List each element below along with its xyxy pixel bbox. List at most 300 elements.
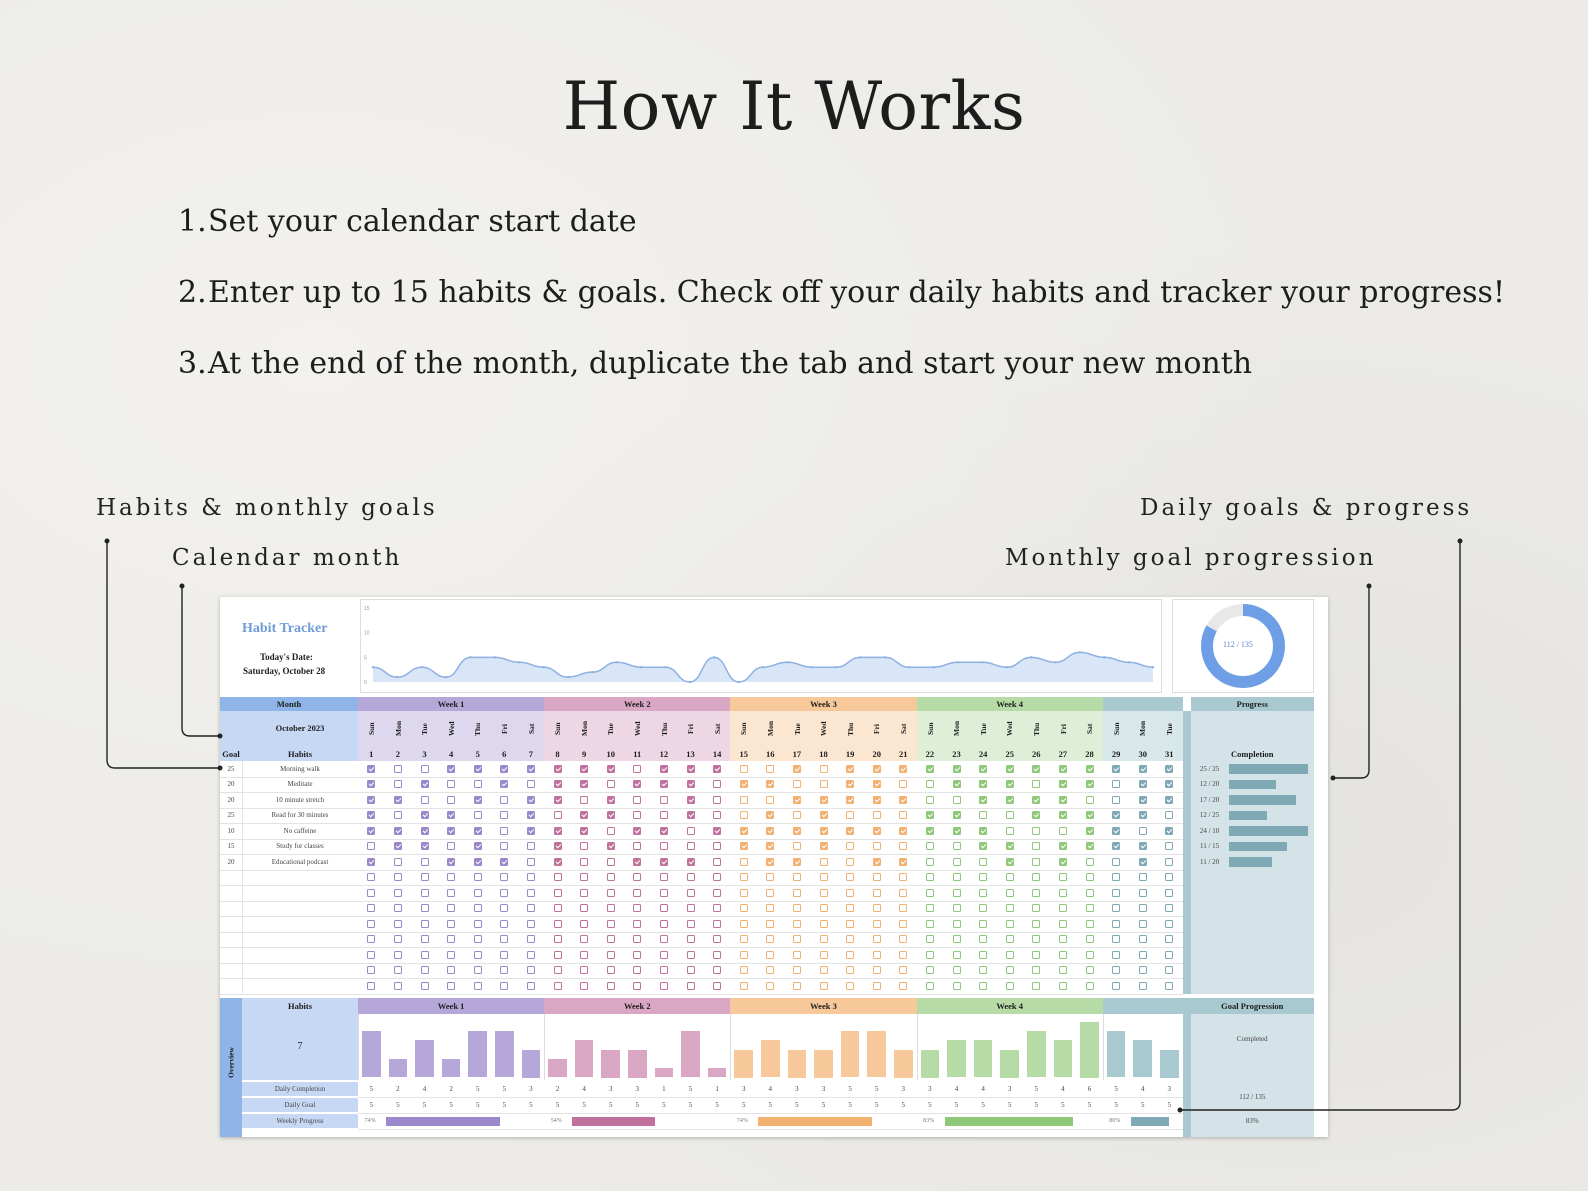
habit-checkbox[interactable] — [953, 811, 961, 819]
habit-checkbox[interactable] — [1086, 982, 1094, 990]
habit-checkbox[interactable] — [979, 796, 987, 804]
habit-checkbox[interactable] — [660, 966, 668, 974]
habit-checkbox[interactable] — [447, 796, 455, 804]
habit-checkbox[interactable] — [500, 811, 508, 819]
habit-checkbox[interactable] — [1086, 780, 1094, 788]
habit-checkbox[interactable] — [687, 982, 695, 990]
habit-checkbox[interactable] — [899, 842, 907, 850]
habit-checkbox[interactable] — [793, 765, 801, 773]
habit-checkbox[interactable] — [1139, 796, 1147, 804]
habit-checkbox[interactable] — [500, 920, 508, 928]
habit-checkbox[interactable] — [1059, 858, 1067, 866]
habit-checkbox[interactable] — [953, 873, 961, 881]
habit-checkbox[interactable] — [873, 811, 881, 819]
habit-checkbox[interactable] — [394, 951, 402, 959]
habit-checkbox[interactable] — [846, 889, 854, 897]
habit-checkbox[interactable] — [1139, 935, 1147, 943]
habit-checkbox[interactable] — [687, 920, 695, 928]
habit-checkbox[interactable] — [633, 842, 641, 850]
habit-checkbox[interactable] — [1165, 796, 1173, 804]
habit-checkbox[interactable] — [1032, 873, 1040, 881]
habit-checkbox[interactable] — [766, 982, 774, 990]
habit-checkbox[interactable] — [1165, 966, 1173, 974]
habit-checkbox[interactable] — [979, 920, 987, 928]
habit-checkbox[interactable] — [979, 827, 987, 835]
habit-checkbox[interactable] — [979, 780, 987, 788]
habit-checkbox[interactable] — [846, 873, 854, 881]
habit-checkbox[interactable] — [873, 951, 881, 959]
habit-checkbox[interactable] — [687, 827, 695, 835]
habit-checkbox[interactable] — [713, 780, 721, 788]
habit-checkbox[interactable] — [979, 982, 987, 990]
habit-checkbox[interactable] — [660, 765, 668, 773]
habit-checkbox[interactable] — [766, 811, 774, 819]
habit-checkbox[interactable] — [474, 904, 482, 912]
habit-checkbox[interactable] — [979, 873, 987, 881]
habit-checkbox[interactable] — [474, 920, 482, 928]
habit-checkbox[interactable] — [500, 780, 508, 788]
habit-checkbox[interactable] — [421, 796, 429, 804]
habit-checkbox[interactable] — [580, 982, 588, 990]
habit-checkbox[interactable] — [474, 966, 482, 974]
habit-checkbox[interactable] — [367, 780, 375, 788]
habit-checkbox[interactable] — [899, 796, 907, 804]
habit-checkbox[interactable] — [926, 765, 934, 773]
habit-checkbox[interactable] — [394, 889, 402, 897]
habit-checkbox[interactable] — [580, 842, 588, 850]
habit-checkbox[interactable] — [846, 765, 854, 773]
habit-checkbox[interactable] — [1006, 904, 1014, 912]
habit-checkbox[interactable] — [367, 811, 375, 819]
habit-checkbox[interactable] — [873, 935, 881, 943]
habit-checkbox[interactable] — [713, 951, 721, 959]
habit-checkbox[interactable] — [873, 920, 881, 928]
habit-checkbox[interactable] — [607, 889, 615, 897]
habit-checkbox[interactable] — [953, 951, 961, 959]
habit-checkbox[interactable] — [873, 796, 881, 804]
habit-checkbox[interactable] — [953, 889, 961, 897]
habit-checkbox[interactable] — [447, 780, 455, 788]
habit-checkbox[interactable] — [1165, 858, 1173, 866]
habit-checkbox[interactable] — [1006, 765, 1014, 773]
habit-checkbox[interactable] — [421, 904, 429, 912]
habit-checkbox[interactable] — [1032, 858, 1040, 866]
habit-checkbox[interactable] — [554, 811, 562, 819]
habit-checkbox[interactable] — [899, 935, 907, 943]
habit-checkbox[interactable] — [633, 982, 641, 990]
habit-checkbox[interactable] — [1165, 811, 1173, 819]
habit-checkbox[interactable] — [1112, 796, 1120, 804]
habit-checkbox[interactable] — [447, 842, 455, 850]
habit-checkbox[interactable] — [1139, 858, 1147, 866]
habit-checkbox[interactable] — [899, 920, 907, 928]
habit-checkbox[interactable] — [713, 982, 721, 990]
habit-checkbox[interactable] — [500, 935, 508, 943]
habit-checkbox[interactable] — [1006, 889, 1014, 897]
habit-checkbox[interactable] — [394, 920, 402, 928]
habit-checkbox[interactable] — [1032, 842, 1040, 850]
habit-checkbox[interactable] — [926, 811, 934, 819]
habit-checkbox[interactable] — [1006, 858, 1014, 866]
habit-checkbox[interactable] — [447, 811, 455, 819]
habit-checkbox[interactable] — [527, 982, 535, 990]
habit-checkbox[interactable] — [554, 765, 562, 773]
habit-checkbox[interactable] — [554, 780, 562, 788]
habit-checkbox[interactable] — [1059, 982, 1067, 990]
habit-checkbox[interactable] — [1165, 842, 1173, 850]
habit-checkbox[interactable] — [421, 811, 429, 819]
habit-checkbox[interactable] — [899, 951, 907, 959]
habit-checkbox[interactable] — [554, 873, 562, 881]
habit-checkbox[interactable] — [1139, 889, 1147, 897]
habit-checkbox[interactable] — [500, 904, 508, 912]
habit-checkbox[interactable] — [394, 873, 402, 881]
habit-checkbox[interactable] — [687, 904, 695, 912]
habit-checkbox[interactable] — [580, 811, 588, 819]
habit-checkbox[interactable] — [447, 873, 455, 881]
habit-checkbox[interactable] — [607, 873, 615, 881]
habit-checkbox[interactable] — [979, 935, 987, 943]
habit-checkbox[interactable] — [846, 796, 854, 804]
habit-checkbox[interactable] — [820, 780, 828, 788]
habit-checkbox[interactable] — [899, 765, 907, 773]
habit-checkbox[interactable] — [873, 889, 881, 897]
habit-checkbox[interactable] — [660, 873, 668, 881]
habit-checkbox[interactable] — [474, 780, 482, 788]
habit-checkbox[interactable] — [527, 796, 535, 804]
habit-checkbox[interactable] — [953, 966, 961, 974]
habit-checkbox[interactable] — [1006, 982, 1014, 990]
habit-checkbox[interactable] — [527, 780, 535, 788]
habit-checkbox[interactable] — [660, 920, 668, 928]
habit-checkbox[interactable] — [740, 811, 748, 819]
habit-checkbox[interactable] — [554, 935, 562, 943]
habit-checkbox[interactable] — [1139, 873, 1147, 881]
habit-checkbox[interactable] — [820, 904, 828, 912]
habit-checkbox[interactable] — [527, 889, 535, 897]
habit-checkbox[interactable] — [607, 780, 615, 788]
habit-checkbox[interactable] — [1086, 951, 1094, 959]
habit-checkbox[interactable] — [633, 920, 641, 928]
habit-checkbox[interactable] — [1165, 920, 1173, 928]
habit-checkbox[interactable] — [660, 827, 668, 835]
habit-checkbox[interactable] — [1112, 873, 1120, 881]
habit-checkbox[interactable] — [527, 951, 535, 959]
habit-checkbox[interactable] — [846, 827, 854, 835]
habit-checkbox[interactable] — [607, 982, 615, 990]
habit-checkbox[interactable] — [766, 904, 774, 912]
habit-checkbox[interactable] — [766, 935, 774, 943]
habit-checkbox[interactable] — [713, 796, 721, 804]
habit-checkbox[interactable] — [740, 827, 748, 835]
habit-checkbox[interactable] — [926, 827, 934, 835]
habit-checkbox[interactable] — [926, 920, 934, 928]
habit-checkbox[interactable] — [1006, 935, 1014, 943]
habit-checkbox[interactable] — [1139, 951, 1147, 959]
habit-checkbox[interactable] — [1112, 920, 1120, 928]
habit-checkbox[interactable] — [660, 951, 668, 959]
habit-checkbox[interactable] — [1112, 966, 1120, 974]
habit-checkbox[interactable] — [820, 858, 828, 866]
habit-checkbox[interactable] — [394, 780, 402, 788]
habit-checkbox[interactable] — [713, 873, 721, 881]
habit-checkbox[interactable] — [687, 935, 695, 943]
habit-checkbox[interactable] — [1112, 935, 1120, 943]
habit-checkbox[interactable] — [500, 982, 508, 990]
habit-checkbox[interactable] — [1059, 780, 1067, 788]
habit-checkbox[interactable] — [421, 827, 429, 835]
habit-checkbox[interactable] — [633, 780, 641, 788]
habit-checkbox[interactable] — [421, 858, 429, 866]
habit-checkbox[interactable] — [926, 858, 934, 866]
habit-checkbox[interactable] — [740, 951, 748, 959]
habit-checkbox[interactable] — [873, 780, 881, 788]
habit-checkbox[interactable] — [979, 904, 987, 912]
habit-checkbox[interactable] — [793, 966, 801, 974]
habit-checkbox[interactable] — [820, 842, 828, 850]
habit-checkbox[interactable] — [633, 827, 641, 835]
habit-checkbox[interactable] — [474, 873, 482, 881]
habit-checkbox[interactable] — [474, 935, 482, 943]
habit-checkbox[interactable] — [766, 858, 774, 866]
habit-checkbox[interactable] — [1032, 920, 1040, 928]
habit-checkbox[interactable] — [926, 982, 934, 990]
habit-checkbox[interactable] — [527, 873, 535, 881]
habit-checkbox[interactable] — [687, 765, 695, 773]
habit-checkbox[interactable] — [394, 765, 402, 773]
habit-checkbox[interactable] — [899, 858, 907, 866]
habit-checkbox[interactable] — [633, 951, 641, 959]
habit-checkbox[interactable] — [447, 889, 455, 897]
habit-checkbox[interactable] — [687, 873, 695, 881]
habit-checkbox[interactable] — [979, 765, 987, 773]
habit-checkbox[interactable] — [793, 858, 801, 866]
habit-checkbox[interactable] — [953, 842, 961, 850]
habit-checkbox[interactable] — [846, 982, 854, 990]
habit-checkbox[interactable] — [873, 966, 881, 974]
habit-checkbox[interactable] — [979, 842, 987, 850]
habit-checkbox[interactable] — [1086, 858, 1094, 866]
habit-checkbox[interactable] — [953, 827, 961, 835]
habit-checkbox[interactable] — [953, 796, 961, 804]
habit-checkbox[interactable] — [660, 842, 668, 850]
habit-checkbox[interactable] — [687, 951, 695, 959]
habit-checkbox[interactable] — [447, 827, 455, 835]
habit-checkbox[interactable] — [740, 982, 748, 990]
habit-checkbox[interactable] — [1059, 904, 1067, 912]
habit-checkbox[interactable] — [687, 858, 695, 866]
habit-checkbox[interactable] — [660, 889, 668, 897]
habit-checkbox[interactable] — [899, 811, 907, 819]
habit-checkbox[interactable] — [873, 982, 881, 990]
habit-checkbox[interactable] — [1112, 811, 1120, 819]
habit-checkbox[interactable] — [820, 966, 828, 974]
habit-checkbox[interactable] — [367, 904, 375, 912]
habit-checkbox[interactable] — [554, 982, 562, 990]
habit-checkbox[interactable] — [447, 765, 455, 773]
habit-checkbox[interactable] — [367, 889, 375, 897]
habit-checkbox[interactable] — [820, 765, 828, 773]
habit-checkbox[interactable] — [1032, 780, 1040, 788]
habit-checkbox[interactable] — [793, 920, 801, 928]
habit-checkbox[interactable] — [713, 889, 721, 897]
habit-checkbox[interactable] — [527, 858, 535, 866]
habit-checkbox[interactable] — [421, 982, 429, 990]
habit-checkbox[interactable] — [713, 935, 721, 943]
habit-checkbox[interactable] — [607, 935, 615, 943]
habit-checkbox[interactable] — [367, 873, 375, 881]
habit-checkbox[interactable] — [766, 796, 774, 804]
habit-checkbox[interactable] — [447, 935, 455, 943]
habit-checkbox[interactable] — [713, 966, 721, 974]
habit-checkbox[interactable] — [793, 842, 801, 850]
habit-checkbox[interactable] — [793, 873, 801, 881]
habit-checkbox[interactable] — [1032, 904, 1040, 912]
habit-checkbox[interactable] — [1139, 765, 1147, 773]
habit-checkbox[interactable] — [899, 904, 907, 912]
habit-checkbox[interactable] — [1059, 811, 1067, 819]
habit-checkbox[interactable] — [740, 966, 748, 974]
habit-checkbox[interactable] — [926, 889, 934, 897]
habit-checkbox[interactable] — [1139, 982, 1147, 990]
habit-checkbox[interactable] — [1139, 811, 1147, 819]
habit-checkbox[interactable] — [394, 811, 402, 819]
habit-checkbox[interactable] — [580, 796, 588, 804]
habit-checkbox[interactable] — [820, 951, 828, 959]
habit-checkbox[interactable] — [421, 842, 429, 850]
habit-checkbox[interactable] — [580, 935, 588, 943]
habit-checkbox[interactable] — [660, 811, 668, 819]
habit-checkbox[interactable] — [820, 935, 828, 943]
habit-checkbox[interactable] — [766, 827, 774, 835]
habit-checkbox[interactable] — [1006, 920, 1014, 928]
habit-checkbox[interactable] — [979, 858, 987, 866]
habit-checkbox[interactable] — [926, 796, 934, 804]
habit-checkbox[interactable] — [1032, 982, 1040, 990]
habit-checkbox[interactable] — [474, 889, 482, 897]
habit-checkbox[interactable] — [953, 920, 961, 928]
habit-checkbox[interactable] — [820, 873, 828, 881]
habit-checkbox[interactable] — [1112, 858, 1120, 866]
habit-checkbox[interactable] — [580, 904, 588, 912]
habit-checkbox[interactable] — [1112, 951, 1120, 959]
habit-checkbox[interactable] — [846, 842, 854, 850]
habit-checkbox[interactable] — [1086, 889, 1094, 897]
habit-checkbox[interactable] — [474, 765, 482, 773]
habit-checkbox[interactable] — [367, 951, 375, 959]
habit-checkbox[interactable] — [367, 920, 375, 928]
habit-checkbox[interactable] — [421, 935, 429, 943]
habit-checkbox[interactable] — [820, 920, 828, 928]
habit-checkbox[interactable] — [1139, 842, 1147, 850]
habit-checkbox[interactable] — [687, 811, 695, 819]
habit-checkbox[interactable] — [367, 827, 375, 835]
habit-checkbox[interactable] — [979, 951, 987, 959]
habit-checkbox[interactable] — [687, 966, 695, 974]
habit-checkbox[interactable] — [394, 904, 402, 912]
habit-checkbox[interactable] — [500, 951, 508, 959]
habit-checkbox[interactable] — [820, 796, 828, 804]
habit-checkbox[interactable] — [660, 796, 668, 804]
habit-checkbox[interactable] — [607, 811, 615, 819]
habit-checkbox[interactable] — [713, 765, 721, 773]
habit-checkbox[interactable] — [527, 904, 535, 912]
habit-checkbox[interactable] — [580, 780, 588, 788]
habit-checkbox[interactable] — [846, 780, 854, 788]
habit-checkbox[interactable] — [687, 796, 695, 804]
habit-checkbox[interactable] — [660, 858, 668, 866]
habit-checkbox[interactable] — [367, 982, 375, 990]
habit-checkbox[interactable] — [793, 904, 801, 912]
habit-checkbox[interactable] — [500, 796, 508, 804]
habit-checkbox[interactable] — [367, 858, 375, 866]
habit-checkbox[interactable] — [873, 873, 881, 881]
habit-checkbox[interactable] — [1165, 827, 1173, 835]
habit-checkbox[interactable] — [633, 966, 641, 974]
habit-checkbox[interactable] — [580, 827, 588, 835]
habit-checkbox[interactable] — [447, 982, 455, 990]
habit-checkbox[interactable] — [474, 858, 482, 866]
habit-checkbox[interactable] — [926, 935, 934, 943]
habit-checkbox[interactable] — [1112, 842, 1120, 850]
habit-checkbox[interactable] — [1165, 904, 1173, 912]
habit-checkbox[interactable] — [1059, 889, 1067, 897]
habit-checkbox[interactable] — [1139, 780, 1147, 788]
habit-checkbox[interactable] — [1112, 765, 1120, 773]
habit-checkbox[interactable] — [793, 935, 801, 943]
habit-checkbox[interactable] — [1059, 873, 1067, 881]
habit-checkbox[interactable] — [394, 982, 402, 990]
habit-checkbox[interactable] — [953, 858, 961, 866]
habit-checkbox[interactable] — [394, 966, 402, 974]
habit-checkbox[interactable] — [687, 889, 695, 897]
habit-checkbox[interactable] — [1086, 842, 1094, 850]
habit-checkbox[interactable] — [474, 811, 482, 819]
habit-checkbox[interactable] — [1165, 765, 1173, 773]
habit-checkbox[interactable] — [740, 858, 748, 866]
habit-checkbox[interactable] — [740, 780, 748, 788]
habit-checkbox[interactable] — [713, 920, 721, 928]
habit-checkbox[interactable] — [1059, 935, 1067, 943]
habit-checkbox[interactable] — [713, 904, 721, 912]
habit-checkbox[interactable] — [500, 889, 508, 897]
habit-checkbox[interactable] — [1086, 873, 1094, 881]
habit-checkbox[interactable] — [1165, 951, 1173, 959]
habit-checkbox[interactable] — [447, 966, 455, 974]
habit-checkbox[interactable] — [1086, 827, 1094, 835]
habit-checkbox[interactable] — [979, 966, 987, 974]
habit-checkbox[interactable] — [1059, 796, 1067, 804]
habit-checkbox[interactable] — [793, 827, 801, 835]
habit-checkbox[interactable] — [1006, 966, 1014, 974]
habit-checkbox[interactable] — [713, 811, 721, 819]
habit-checkbox[interactable] — [527, 935, 535, 943]
habit-checkbox[interactable] — [1032, 796, 1040, 804]
habit-checkbox[interactable] — [580, 873, 588, 881]
habit-checkbox[interactable] — [421, 951, 429, 959]
habit-checkbox[interactable] — [1006, 951, 1014, 959]
habit-checkbox[interactable] — [793, 982, 801, 990]
habit-checkbox[interactable] — [421, 765, 429, 773]
habit-checkbox[interactable] — [1086, 935, 1094, 943]
habit-checkbox[interactable] — [474, 982, 482, 990]
habit-checkbox[interactable] — [766, 780, 774, 788]
habit-checkbox[interactable] — [873, 858, 881, 866]
habit-checkbox[interactable] — [979, 889, 987, 897]
habit-checkbox[interactable] — [766, 873, 774, 881]
habit-checkbox[interactable] — [660, 780, 668, 788]
habit-checkbox[interactable] — [474, 951, 482, 959]
